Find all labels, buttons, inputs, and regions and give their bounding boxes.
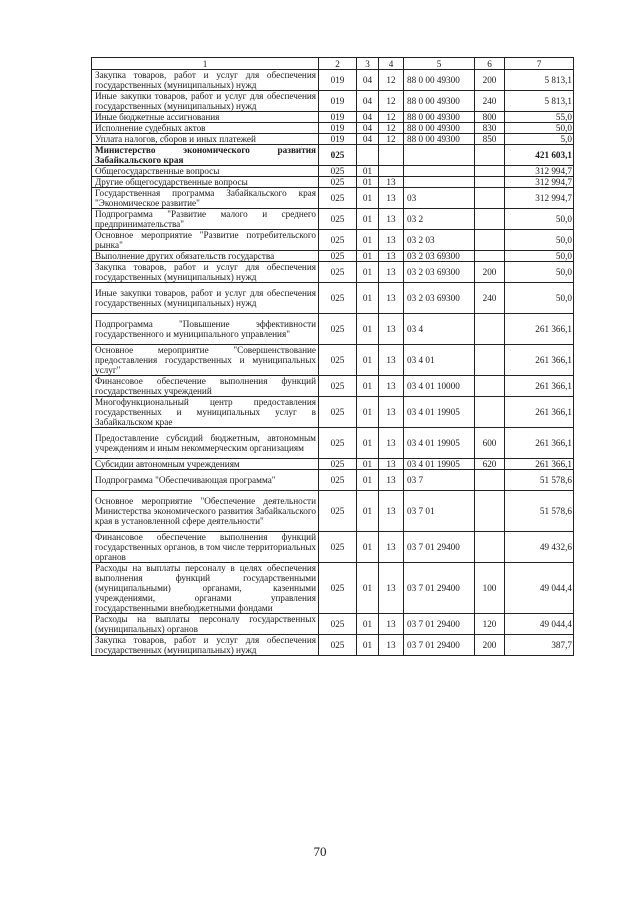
ministry-code-cell: 025 [319, 230, 357, 251]
amount-cell: 421 603,1 [505, 145, 574, 166]
subsection-code-cell [379, 166, 404, 177]
table-row [92, 230, 574, 251]
section-code-cell: 01 [357, 230, 379, 251]
subsection-code-cell: 12 [379, 70, 404, 91]
section-code-cell: 01 [357, 397, 379, 428]
expense-type-cell [475, 230, 505, 251]
expense-type-cell [475, 188, 505, 209]
target-article-cell: 03 4 [404, 314, 475, 345]
amount-cell: 5,0 [505, 134, 574, 145]
subsection-code-cell: 13 [379, 188, 404, 209]
ministry-code-cell: 025 [319, 188, 357, 209]
item-name-cell: Закупка товаров, работ и услуг для обеспечения государственных (муниципальных) нужд [92, 635, 319, 656]
table-row [92, 91, 574, 112]
expense-type-cell [475, 251, 505, 262]
expense-type-cell: 830 [475, 123, 505, 134]
target-article-cell: 03 4 01 19905 [404, 428, 475, 459]
item-name-cell: Выполнение других обязательств государства [92, 251, 319, 262]
table-row [92, 532, 574, 563]
target-article-cell: 03 2 03 69300 [404, 251, 475, 262]
header-cell: 5 [404, 58, 475, 70]
expense-type-cell: 800 [475, 112, 505, 123]
subsection-code-cell: 13 [379, 614, 404, 635]
item-name-cell: Многофункциональный центр предоставления государственных и муниципальных услуг в Забайкальском крае [92, 397, 319, 428]
header-cell: 7 [505, 58, 574, 70]
target-article-cell: 03 7 01 29400 [404, 532, 475, 563]
section-code-cell: 04 [357, 123, 379, 134]
expense-type-cell: 100 [475, 563, 505, 614]
section-code-cell: 01 [357, 345, 379, 376]
amount-cell: 50,0 [505, 230, 574, 251]
item-name-cell: Подпрограмма "Развитие малого и среднего предпринимательства" [92, 209, 319, 230]
table-row [92, 376, 574, 397]
section-code-cell: 01 [357, 283, 379, 314]
ministry-code-cell: 025 [319, 470, 357, 491]
target-article-cell: 03 7 01 29400 [404, 563, 475, 614]
item-name-cell: Финансовое обеспечение выполнения функций государственных учреждений [92, 376, 319, 397]
item-name-cell: Другие общегосударственные вопросы [92, 177, 319, 188]
amount-cell: 261 366,1 [505, 459, 574, 470]
subsection-code-cell: 13 [379, 376, 404, 397]
subsection-code-cell: 13 [379, 563, 404, 614]
expense-type-cell: 240 [475, 283, 505, 314]
expense-type-cell [475, 314, 505, 345]
item-name-cell: Иные бюджетные ассигнования [92, 112, 319, 123]
target-article-cell: 03 7 01 29400 [404, 635, 475, 656]
expense-type-cell: 200 [475, 70, 505, 91]
ministry-code-cell: 025 [319, 635, 357, 656]
amount-cell: 51 578,6 [505, 491, 574, 532]
expense-type-cell: 120 [475, 614, 505, 635]
ministry-code-cell: 025 [319, 209, 357, 230]
table-row [92, 635, 574, 656]
item-name-cell: Закупка товаров, работ и услуг для обеспечения государственных (муниципальных) нужд [92, 70, 319, 91]
amount-cell: 50,0 [505, 283, 574, 314]
subsection-code-cell: 13 [379, 491, 404, 532]
amount-cell: 50,0 [505, 209, 574, 230]
subsection-code-cell: 12 [379, 112, 404, 123]
expense-type-cell: 200 [475, 635, 505, 656]
ministry-code-cell: 019 [319, 112, 357, 123]
target-article-cell: 88 0 00 49300 [404, 91, 475, 112]
expense-type-cell [475, 532, 505, 563]
ministry-code-cell: 019 [319, 134, 357, 145]
target-article-cell: 03 7 01 [404, 491, 475, 532]
item-name-cell: Расходы на выплаты персоналу государственных (муниципальных) органов [92, 614, 319, 635]
subsection-code-cell: 13 [379, 230, 404, 251]
header-cell: 6 [475, 58, 505, 70]
item-name-cell: Государственная программа Забайкальского края "Экономическое развитие" [92, 188, 319, 209]
item-name-cell: Основное мероприятие "Обеспечение деятельности Министерства экономического развития Забайкальского края в установленной сфере деятельности" [92, 491, 319, 532]
expense-type-cell [475, 397, 505, 428]
subsection-code-cell: 13 [379, 283, 404, 314]
expense-type-cell [475, 145, 505, 166]
expense-type-cell: 200 [475, 262, 505, 283]
target-article-cell: 03 4 01 [404, 345, 475, 376]
target-article-cell: 88 0 00 49300 [404, 112, 475, 123]
section-code-cell: 01 [357, 166, 379, 177]
table-row [92, 314, 574, 345]
amount-cell: 49 432,6 [505, 532, 574, 563]
table-row [92, 166, 574, 177]
target-article-cell [404, 177, 475, 188]
subsection-code-cell: 13 [379, 314, 404, 345]
subsection-code-cell: 13 [379, 262, 404, 283]
item-name-cell: Основное мероприятие "Совершенствование предоставления государственных и муниципальных услуг" [92, 345, 319, 376]
expense-type-cell: 240 [475, 91, 505, 112]
target-article-cell: 88 0 00 49300 [404, 70, 475, 91]
item-name-cell: Расходы на выплаты персоналу в целях обеспечения выполнения функций государственными (муниципальными) органами, казенными учреждениями, органами управления государственными внебюджетными фондами [92, 563, 319, 614]
table-row [92, 112, 574, 123]
amount-cell: 50,0 [505, 262, 574, 283]
target-article-cell [404, 166, 475, 177]
item-name-cell: Субсидии автономным учреждениям [92, 459, 319, 470]
subsection-code-cell: 13 [379, 251, 404, 262]
subsection-code-cell: 13 [379, 345, 404, 376]
amount-cell: 261 366,1 [505, 397, 574, 428]
section-code-cell: 01 [357, 563, 379, 614]
section-code-cell: 04 [357, 91, 379, 112]
amount-cell: 50,0 [505, 251, 574, 262]
target-article-cell: 03 4 01 19905 [404, 397, 475, 428]
item-name-cell: Основное мероприятие "Развитие потребительского рынка" [92, 230, 319, 251]
section-code-cell: 01 [357, 470, 379, 491]
header-cell: 2 [319, 58, 357, 70]
section-code-cell: 01 [357, 428, 379, 459]
ministry-code-cell: 025 [319, 283, 357, 314]
target-article-cell: 03 7 [404, 470, 475, 491]
table-row [92, 470, 574, 491]
section-code-cell: 01 [357, 251, 379, 262]
section-code-cell: 01 [357, 459, 379, 470]
header-cell: 1 [92, 58, 319, 70]
expense-type-cell [475, 376, 505, 397]
ministry-code-cell: 025 [319, 262, 357, 283]
table-row [92, 491, 574, 532]
ministry-code-cell: 025 [319, 459, 357, 470]
subsection-code-cell: 13 [379, 177, 404, 188]
amount-cell: 55,0 [505, 112, 574, 123]
amount-cell: 261 366,1 [505, 376, 574, 397]
amount-cell: 312 994,7 [505, 177, 574, 188]
ministry-code-cell: 019 [319, 91, 357, 112]
expense-type-cell [475, 166, 505, 177]
item-name-cell: Закупка товаров, работ и услуг для обеспечения государственных (муниципальных) нужд [92, 262, 319, 283]
header-cell: 4 [379, 58, 404, 70]
table-row [92, 134, 574, 145]
table-row [92, 345, 574, 376]
table-row [92, 188, 574, 209]
item-name-cell: Предоставление субсидий бюджетным, автономным учреждениям и иным некоммерческим организациям [92, 428, 319, 459]
header-cell: 3 [357, 58, 379, 70]
amount-cell: 50,0 [505, 123, 574, 134]
target-article-cell: 03 4 01 19905 [404, 459, 475, 470]
section-code-cell: 01 [357, 177, 379, 188]
amount-cell: 312 994,7 [505, 188, 574, 209]
table-row [92, 563, 574, 614]
section-code-cell: 01 [357, 262, 379, 283]
section-code-cell: 01 [357, 314, 379, 345]
item-name-cell: Министерство экономического развития Забайкальского края [92, 145, 319, 166]
table-row [92, 428, 574, 459]
section-code-cell: 04 [357, 70, 379, 91]
column-number-header-row [92, 58, 574, 70]
section-code-cell: 04 [357, 112, 379, 123]
subsection-code-cell: 13 [379, 470, 404, 491]
section-code-cell: 01 [357, 376, 379, 397]
subsection-code-cell: 12 [379, 123, 404, 134]
ministry-code-cell: 025 [319, 614, 357, 635]
item-name-cell: Уплата налогов, сборов и иных платежей [92, 134, 319, 145]
amount-cell: 261 366,1 [505, 314, 574, 345]
subsection-code-cell: 13 [379, 428, 404, 459]
amount-cell: 5 813,1 [505, 91, 574, 112]
ministry-code-cell: 019 [319, 70, 357, 91]
table-row [92, 70, 574, 91]
subsection-code-cell: 12 [379, 134, 404, 145]
table-row [92, 262, 574, 283]
section-code-cell: 01 [357, 635, 379, 656]
table-row [92, 283, 574, 314]
subsection-code-cell: 13 [379, 209, 404, 230]
subsection-code-cell: 13 [379, 635, 404, 656]
ministry-code-cell: 025 [319, 314, 357, 345]
expense-type-cell: 620 [475, 459, 505, 470]
expense-type-cell [475, 345, 505, 376]
table-row [92, 251, 574, 262]
amount-cell: 5 813,1 [505, 70, 574, 91]
ministry-code-cell: 025 [319, 166, 357, 177]
table-row [92, 177, 574, 188]
table-row [92, 209, 574, 230]
ministry-code-cell: 025 [319, 532, 357, 563]
budget-table [91, 57, 574, 656]
section-code-cell [357, 145, 379, 166]
ministry-code-cell: 025 [319, 251, 357, 262]
amount-cell: 49 044,4 [505, 563, 574, 614]
item-name-cell: Иные закупки товаров, работ и услуг для обеспечения государственных (муниципальных) нужд [92, 91, 319, 112]
subsection-code-cell: 13 [379, 397, 404, 428]
ministry-code-cell: 025 [319, 491, 357, 532]
expense-type-cell [475, 177, 505, 188]
amount-cell: 49 044,4 [505, 614, 574, 635]
table-row [92, 614, 574, 635]
expense-type-cell: 600 [475, 428, 505, 459]
table-row [92, 145, 574, 166]
section-code-cell: 01 [357, 209, 379, 230]
ministry-code-cell: 025 [319, 177, 357, 188]
expense-type-cell [475, 209, 505, 230]
subsection-code-cell: 13 [379, 459, 404, 470]
table-row [92, 397, 574, 428]
subsection-code-cell: 12 [379, 91, 404, 112]
ministry-code-cell: 025 [319, 397, 357, 428]
target-article-cell: 03 2 03 [404, 230, 475, 251]
expense-type-cell [475, 491, 505, 532]
item-name-cell: Исполнение судебных актов [92, 123, 319, 134]
budget-table-body [92, 58, 574, 656]
amount-cell: 312 994,7 [505, 166, 574, 177]
target-article-cell: 03 [404, 188, 475, 209]
item-name-cell: Подпрограмма "Повышение эффективности государственного и муниципального управления" [92, 314, 319, 345]
target-article-cell: 03 4 01 10000 [404, 376, 475, 397]
section-code-cell: 04 [357, 134, 379, 145]
section-code-cell: 01 [357, 614, 379, 635]
subsection-code-cell [379, 145, 404, 166]
expense-type-cell: 850 [475, 134, 505, 145]
ministry-code-cell: 025 [319, 145, 357, 166]
item-name-cell: Подпрограмма "Обеспечивающая программа" [92, 470, 319, 491]
ministry-code-cell: 025 [319, 428, 357, 459]
amount-cell: 261 366,1 [505, 428, 574, 459]
amount-cell: 51 578,6 [505, 470, 574, 491]
item-name-cell: Финансовое обеспечение выполнения функций государственных органов, в том числе территориальных органов [92, 532, 319, 563]
amount-cell: 261 366,1 [505, 345, 574, 376]
expense-type-cell [475, 470, 505, 491]
item-name-cell: Общегосударственные вопросы [92, 166, 319, 177]
target-article-cell: 03 2 [404, 209, 475, 230]
subsection-code-cell: 13 [379, 532, 404, 563]
table-row [92, 123, 574, 134]
target-article-cell: 03 2 03 69300 [404, 262, 475, 283]
ministry-code-cell: 019 [319, 123, 357, 134]
target-article-cell [404, 145, 475, 166]
target-article-cell: 88 0 00 49300 [404, 134, 475, 145]
section-code-cell: 01 [357, 532, 379, 563]
section-code-cell: 01 [357, 188, 379, 209]
section-code-cell: 01 [357, 491, 379, 532]
ministry-code-cell: 025 [319, 376, 357, 397]
ministry-code-cell: 025 [319, 563, 357, 614]
item-name-cell: Иные закупки товаров, работ и услуг для обеспечения государственных (муниципальных) нужд [92, 283, 319, 314]
target-article-cell: 88 0 00 49300 [404, 123, 475, 134]
target-article-cell: 03 2 03 69300 [404, 283, 475, 314]
target-article-cell: 03 7 01 29400 [404, 614, 475, 635]
ministry-code-cell: 025 [319, 345, 357, 376]
page-number: 70 [313, 844, 327, 859]
amount-cell: 387,7 [505, 635, 574, 656]
table-row [92, 459, 574, 470]
